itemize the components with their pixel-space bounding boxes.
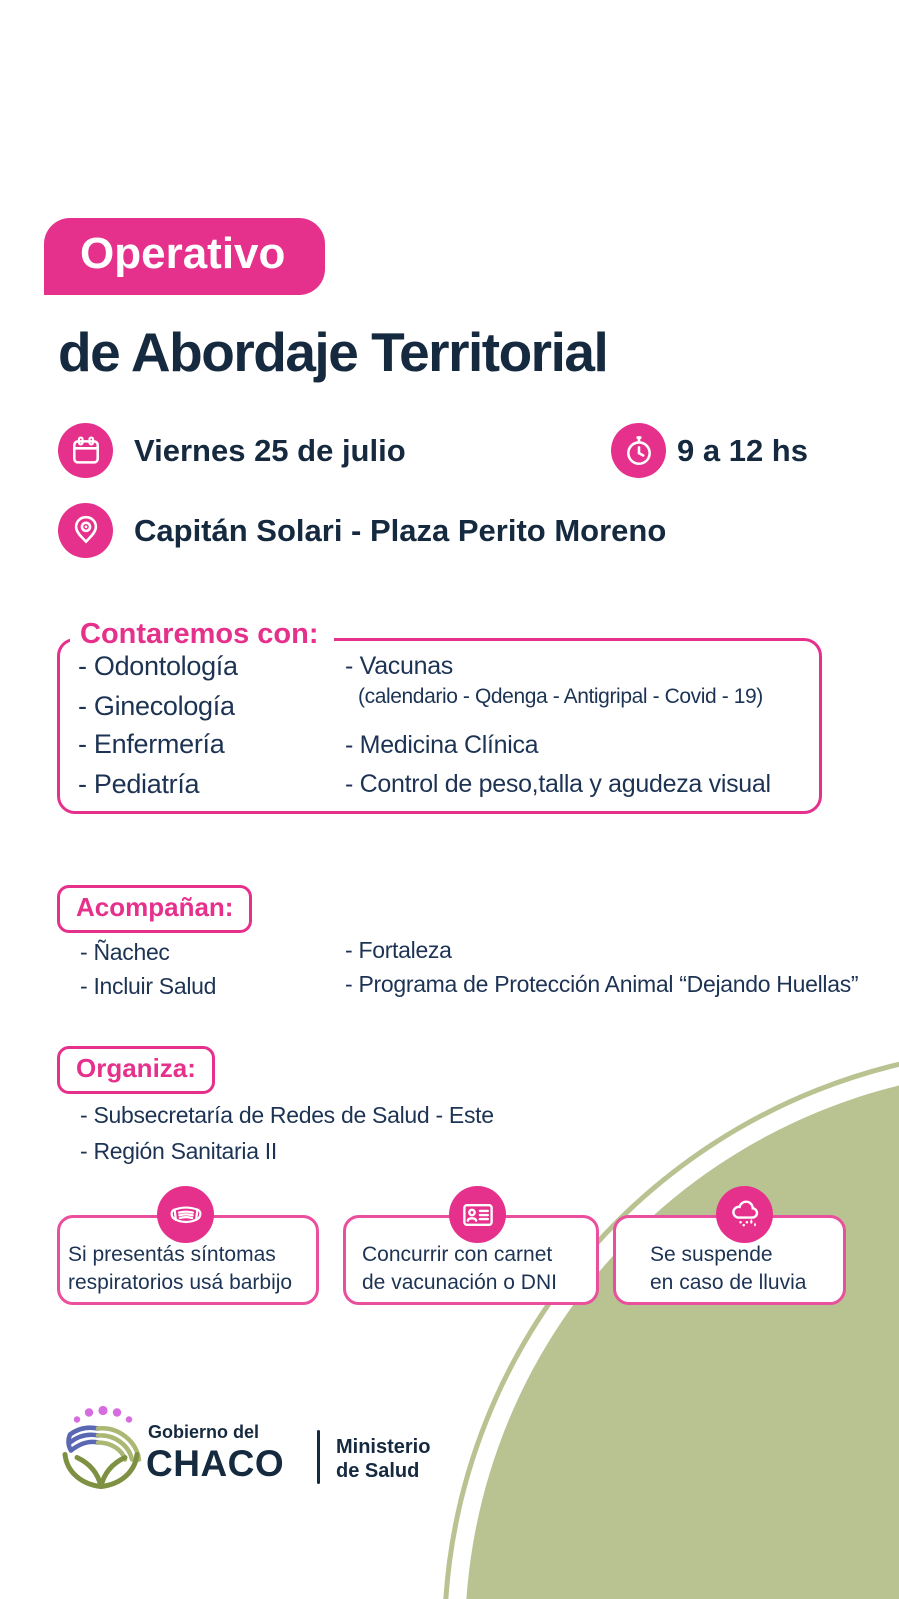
mask-icon	[157, 1186, 214, 1243]
notice-line: de vacunación o DNI	[362, 1271, 557, 1294]
organizer-item: - Región Sanitaria II	[80, 1138, 277, 1164]
notice-line: respiratorios usá barbijo	[68, 1271, 293, 1294]
services-heading: Contaremos con:	[70, 618, 334, 651]
gov-name-label: CHACO	[146, 1443, 285, 1484]
companion-item: - Ñachec	[80, 939, 170, 965]
calendar-icon	[58, 423, 113, 478]
ministry-label-line2: de Salud	[336, 1460, 420, 1482]
chaco-logo-icon	[52, 1402, 152, 1503]
service-item-detail: (calendario - Qdenga - Antigripal - Covid - 19)	[358, 685, 763, 708]
service-item: - Control de peso,talla y agudeza visual	[345, 770, 771, 798]
notice-line: Se suspende	[650, 1243, 773, 1266]
service-item: - Ginecología	[78, 691, 235, 721]
notice-text	[68, 1241, 292, 1297]
gov-small-label: Gobierno del	[148, 1422, 260, 1442]
notice-line: Concurrir con carnet	[362, 1243, 553, 1266]
companion-item: - Programa de Protección Animal “Dejando Huellas”	[345, 971, 859, 997]
page-title: de Abordaje Territorial	[58, 321, 608, 383]
stopwatch-icon	[611, 423, 666, 478]
ministry-label-line1: Ministerio	[336, 1436, 431, 1458]
notice-line: en caso de lluvia	[650, 1271, 807, 1294]
notice-line: Si presentás síntomas	[68, 1243, 276, 1266]
location-pin-icon	[58, 503, 113, 558]
service-item: - Enfermería	[78, 729, 225, 759]
event-location: Capitán Solari - Plaza Perito Moreno	[134, 513, 667, 548]
service-item: - Odontología	[78, 651, 238, 681]
event-date: Viernes 25 de julio	[134, 433, 406, 468]
id-card-icon	[449, 1186, 506, 1243]
organizers-heading: Organiza:	[57, 1046, 215, 1094]
notice-text	[362, 1241, 557, 1297]
footer-divider	[317, 1430, 320, 1484]
companions-heading: Acompañan:	[57, 885, 252, 933]
notice-text	[650, 1241, 806, 1297]
service-item: - Pediatría	[78, 769, 200, 799]
organizer-item: - Subsecretaría de Redes de Salud - Este	[80, 1102, 494, 1128]
companion-item: - Incluir Salud	[80, 973, 217, 999]
service-item: - Medicina Clínica	[345, 731, 539, 759]
event-time: 9 a 12 hs	[677, 433, 808, 468]
title-badge: Operativo	[44, 218, 325, 295]
service-item: - Vacunas	[345, 652, 454, 680]
companion-item: - Fortaleza	[345, 937, 452, 963]
rain-cloud-icon	[716, 1186, 773, 1243]
